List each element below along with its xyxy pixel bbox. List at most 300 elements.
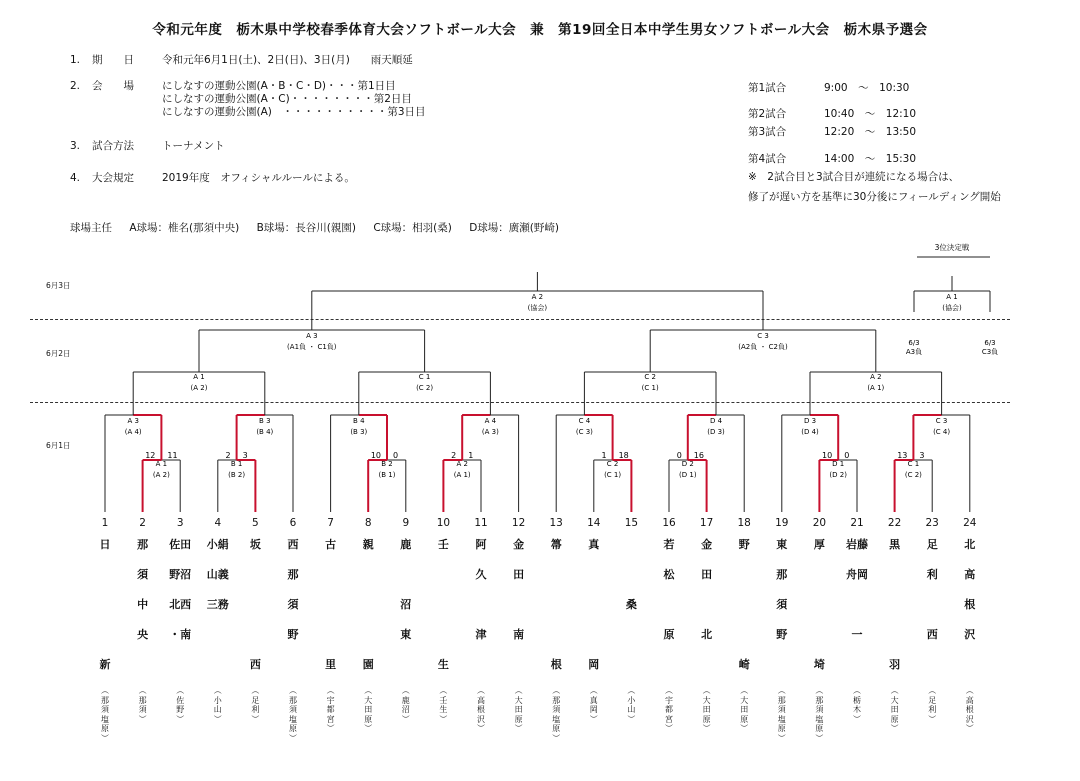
r1-match-2-sub: (B 2) xyxy=(228,471,246,479)
team-number: 17 xyxy=(699,517,714,529)
team-region-char: ︵ xyxy=(815,686,824,695)
qf-match-3-sub: (C 1) xyxy=(641,384,659,392)
team-region-char: 塩 xyxy=(552,714,561,724)
sf-match-2-sub: (A2負 ・ C2負) xyxy=(738,343,788,351)
team-name-char: 阿 xyxy=(475,538,487,551)
team-name-char xyxy=(574,620,614,650)
team-region-char: ︵ xyxy=(138,686,147,695)
r1-match-7-sub: (D 2) xyxy=(829,471,847,479)
team-name-char: 利 xyxy=(926,568,938,581)
team-region-char: 宇 xyxy=(665,695,673,705)
team-name-char xyxy=(837,590,877,620)
team-name-char: 南 xyxy=(513,628,525,641)
team-name-char xyxy=(198,620,238,650)
team-region-char: 沢 xyxy=(965,714,974,724)
team-name-char: 鹿 xyxy=(400,538,412,551)
team-region-char: 野 xyxy=(176,705,185,714)
team-name xyxy=(837,530,877,680)
team-region-char: 原 xyxy=(101,724,109,733)
team-name-char: 根 xyxy=(550,658,562,671)
team-name-char: 佐田 xyxy=(169,538,192,551)
team-number: 12 xyxy=(511,517,526,529)
team-name-char xyxy=(950,650,990,680)
r1-match-1-sub: (A 2) xyxy=(152,471,170,479)
day-label-2: 6月2日 xyxy=(46,349,71,358)
team-region-char: 宇 xyxy=(326,695,335,705)
sf-match-1-code: A 3 xyxy=(306,332,318,340)
team-name-char: 北 xyxy=(701,628,713,641)
team-region-char: ︵ xyxy=(665,686,673,695)
team-name-char: 沢 xyxy=(964,628,976,641)
team-name-char xyxy=(649,590,689,620)
team-region-char: ︵ xyxy=(740,686,749,695)
team-name xyxy=(799,530,839,680)
team-name-char: 古 xyxy=(325,538,337,551)
r2-match-4-code: A 4 xyxy=(484,417,497,425)
team-region-char: 沼 xyxy=(401,705,410,714)
team-name xyxy=(198,530,238,680)
team-name-char: 那 xyxy=(776,568,788,581)
team-name-char: 高 xyxy=(964,568,976,581)
team-region xyxy=(173,686,187,724)
r2-match-4-sub: (A 3) xyxy=(481,428,499,436)
info-venue: 2. 会 場 にしなすの運動公園(A・B・C・D)・・・第1日目 にしなすの運動公園(A・C)・・・・・・・・第2日目 にしなすの運動公園(A) ・・・・・・・・・・第3日目 xyxy=(70,80,426,118)
team-name-char: 小絹 xyxy=(206,538,229,551)
team-region-char: ︶ xyxy=(101,733,109,743)
team-name xyxy=(912,530,952,680)
team-region-char: 高 xyxy=(965,695,974,705)
team-name-char: 原 xyxy=(663,628,675,641)
third-right-team: C3負 xyxy=(981,348,999,356)
team-number: 3 xyxy=(176,517,184,529)
schedule-note-2: 修了が遅い方を基準に30分後にフィールディング開始 xyxy=(748,191,1001,203)
team-region-char: 那 xyxy=(138,695,147,705)
team-name-char xyxy=(311,590,351,620)
r2-match-8-code: C 3 xyxy=(935,417,948,425)
team-name-char xyxy=(875,560,915,590)
r1-score-left: 10 xyxy=(822,451,833,460)
team-name-char xyxy=(499,590,539,620)
team-number: 22 xyxy=(887,517,902,529)
team-region-char: 塩 xyxy=(289,714,297,724)
team-name-char: 生 xyxy=(437,658,449,671)
team-name-char xyxy=(611,530,651,560)
team-name-char: 根 xyxy=(964,598,976,611)
qf-match-1-code: A 1 xyxy=(193,373,205,381)
team-region-char: ︶ xyxy=(514,724,523,733)
team-region-char: ︵ xyxy=(101,686,109,695)
r2-match-2-sub: (B 4) xyxy=(256,428,274,436)
team-name xyxy=(649,530,689,680)
r1-score-right: 11 xyxy=(167,451,178,460)
team-region-char: ︵ xyxy=(552,686,561,695)
info-period: 1. 期 日 令和元年6月1日(土)、2日(日)、3日(月) 雨天順延 xyxy=(70,54,413,66)
team-region-char: 佐 xyxy=(176,695,185,705)
r1-match-6-sub: (D 1) xyxy=(679,471,697,479)
team-region-char: 都 xyxy=(326,705,335,714)
team-region-char: ︶ xyxy=(213,714,222,724)
team-region-char: ︵ xyxy=(627,686,636,695)
team-region-char: 足 xyxy=(251,695,260,705)
team-name-char: 東 xyxy=(776,538,788,551)
team-region-char: 須 xyxy=(777,705,786,714)
team-region-char: ︶ xyxy=(364,724,373,733)
team-name-char: 沼 xyxy=(400,598,412,611)
team-region-char: 小 xyxy=(627,695,636,705)
team-region-char: ︵ xyxy=(439,686,448,695)
team-name-char: 三務 xyxy=(206,598,229,611)
team-name xyxy=(536,530,576,680)
team-name xyxy=(499,530,539,680)
team-region xyxy=(963,686,977,734)
team-number: 16 xyxy=(662,517,676,529)
qf-match-2-code: C 1 xyxy=(418,373,431,381)
team-region-char: ︵ xyxy=(965,686,974,695)
team-name-char xyxy=(386,560,426,590)
r2-match-3-code: B 4 xyxy=(353,417,365,425)
final-match-code: A 2 xyxy=(531,293,544,301)
r2-match-5-sub: (C 3) xyxy=(575,428,593,436)
sf-match-1-sub: (A1負 ・ C1負) xyxy=(287,343,337,351)
team-name-char: 須 xyxy=(776,598,788,611)
team-name xyxy=(160,530,200,680)
team-region-char: ︵ xyxy=(289,686,297,695)
team-region-char: 高 xyxy=(477,695,485,705)
team-name-char xyxy=(536,590,576,620)
team-name-char xyxy=(348,560,388,590)
team-region-char: 塩 xyxy=(777,714,786,724)
team-name-char xyxy=(85,560,125,590)
team-name xyxy=(386,530,426,680)
team-name-char: 野 xyxy=(738,538,750,551)
team-region-char: 那 xyxy=(289,695,297,705)
team-region-char: 木 xyxy=(853,705,861,714)
r2-match-7-code: D 3 xyxy=(803,417,817,425)
team-region-char: 那 xyxy=(815,695,824,705)
team-name-char xyxy=(875,620,915,650)
team-name-char: 東 xyxy=(400,628,412,641)
team-name-char xyxy=(160,650,200,680)
team-name-char: 西 xyxy=(287,538,299,551)
r1-match-3-code: B 2 xyxy=(381,460,393,468)
qf-match-1-sub: (A 2) xyxy=(190,384,208,392)
team-name-char xyxy=(762,650,802,680)
team-name xyxy=(123,530,163,680)
team-name-char: 津 xyxy=(475,628,487,641)
team-name-char: ・南 xyxy=(169,628,192,641)
team-name-char xyxy=(235,590,275,620)
team-name-char: 舟岡 xyxy=(846,568,868,581)
team-region-char: ︶ xyxy=(965,724,974,733)
r1-match-7-code: D 1 xyxy=(832,460,845,468)
r1-match-4-sub: (A 1) xyxy=(453,471,471,479)
team-region-char: 沢 xyxy=(477,714,485,724)
team-name-char xyxy=(799,590,839,620)
day-label-3: 6月3日 xyxy=(46,281,71,290)
team-number: 15 xyxy=(624,517,639,529)
r1-score-right: 0 xyxy=(393,451,399,460)
team-number: 7 xyxy=(327,517,334,529)
team-region xyxy=(512,686,526,734)
team-name-char: 埼 xyxy=(813,658,825,671)
team-region xyxy=(587,686,601,724)
team-number: 8 xyxy=(364,517,372,529)
team-region xyxy=(436,686,450,724)
team-number: 24 xyxy=(963,517,977,529)
team-region-char: ︶ xyxy=(138,714,147,724)
team-region-char: 須 xyxy=(289,705,297,714)
team-name-char xyxy=(687,590,727,620)
team-region-char: 須 xyxy=(552,705,561,714)
team-region-char: 田 xyxy=(514,705,523,714)
team-region-char: 須 xyxy=(101,705,109,714)
team-region-char: 利 xyxy=(251,705,260,714)
team-region xyxy=(211,686,225,724)
team-name-char: 若 xyxy=(663,538,675,551)
team-name xyxy=(85,530,125,680)
team-name-char: 西 xyxy=(249,658,261,671)
team-number: 19 xyxy=(775,517,789,529)
r1-match-8-code: C 1 xyxy=(907,460,920,468)
team-region-char: ︵ xyxy=(777,686,786,695)
team-name xyxy=(875,530,915,680)
team-name-char: 松 xyxy=(663,568,675,581)
team-name-char xyxy=(423,590,463,620)
third-left-team: A3負 xyxy=(905,348,923,356)
r2-match-5-code: C 4 xyxy=(578,417,591,425)
team-region-char: 須 xyxy=(138,705,147,714)
team-region-char: 那 xyxy=(777,695,786,705)
team-name xyxy=(348,530,388,680)
r2-match-8-sub: (C 4) xyxy=(933,428,951,436)
team-region-char: ︵ xyxy=(213,686,222,695)
team-region xyxy=(888,686,902,734)
team-name-char: 桑 xyxy=(625,598,637,611)
team-region-char: ︶ xyxy=(853,714,861,724)
r1-score-right: 16 xyxy=(693,451,704,460)
team-name-char: 野 xyxy=(287,628,299,641)
team-name-char: 北西 xyxy=(169,598,192,611)
team-region-char: 須 xyxy=(815,705,824,714)
team-region-char: 塩 xyxy=(815,714,824,724)
third-match-code: A 1 xyxy=(946,293,958,301)
team-region-char: 山 xyxy=(627,705,636,714)
team-name-char: 崎 xyxy=(738,658,750,671)
team-region-char: ︵ xyxy=(251,686,260,695)
team-region xyxy=(549,686,563,743)
team-name-char: 一 xyxy=(851,628,863,641)
team-region-char: 壬 xyxy=(439,695,448,705)
qf-match-4-code: A 2 xyxy=(870,373,882,381)
schedule-note-1: ※ 2試合目と3試合目が連続になる場合は、 xyxy=(748,171,960,183)
team-region-char: 原 xyxy=(777,724,786,733)
day-label-1: 6月1日 xyxy=(46,441,71,450)
team-number: 14 xyxy=(587,517,601,529)
team-region-char: ︶ xyxy=(702,724,711,733)
team-number: 13 xyxy=(549,517,563,529)
team-region-char: 大 xyxy=(702,695,711,705)
team-number: 21 xyxy=(850,517,864,529)
r1-match-4-code: A 2 xyxy=(456,460,468,468)
team-region xyxy=(737,686,751,734)
team-region-char: 足 xyxy=(928,695,937,705)
team-name-char xyxy=(273,650,313,680)
team-name xyxy=(574,530,614,680)
r1-score-left: 10 xyxy=(370,451,381,460)
team-region-char: ︵ xyxy=(401,686,410,695)
team-region xyxy=(662,686,676,734)
team-region xyxy=(624,686,638,724)
team-name-char xyxy=(461,650,501,680)
team-region xyxy=(925,686,939,724)
qf-match-3-code: C 2 xyxy=(644,373,656,381)
team-region-char: 原 xyxy=(890,714,899,724)
team-region-char: 原 xyxy=(289,724,297,733)
team-name-char: 那 xyxy=(137,538,149,551)
r1-score-right: 3 xyxy=(242,451,248,460)
team-name-char xyxy=(348,590,388,620)
team-region-char: ︵ xyxy=(890,686,899,695)
team-region xyxy=(850,686,864,724)
schedule-row-2: 第2試合 10:40 ～ 12:10 xyxy=(748,108,917,120)
team-region xyxy=(361,686,375,734)
team-name-char: 央 xyxy=(137,628,149,641)
team-region xyxy=(812,686,826,743)
team-name-char: 真 xyxy=(588,538,600,551)
team-name-char xyxy=(536,620,576,650)
team-name-char xyxy=(386,650,426,680)
team-region-char: 真 xyxy=(589,695,598,705)
team-region-char: ︶ xyxy=(401,714,410,724)
third-place-title: 3位決定戦 xyxy=(934,243,970,252)
team-region-char: 那 xyxy=(552,695,561,705)
r2-match-1-sub: (A 4) xyxy=(124,428,142,436)
team-region xyxy=(399,686,413,724)
team-name-char: 須 xyxy=(287,598,299,611)
team-region-char: 那 xyxy=(101,695,109,705)
team-name-char xyxy=(724,560,764,590)
team-name-char: 金 xyxy=(513,538,525,551)
team-name-char xyxy=(837,650,877,680)
final-match-sub: (協会) xyxy=(527,304,548,312)
team-region-char: 田 xyxy=(890,705,899,714)
team-name xyxy=(611,530,651,680)
team-region-char: 小 xyxy=(213,695,222,705)
team-region-char: 原 xyxy=(552,724,561,733)
team-name-char: 中 xyxy=(137,598,149,611)
team-name-char xyxy=(611,560,651,590)
team-name-char xyxy=(85,620,125,650)
team-name xyxy=(235,530,275,680)
team-name xyxy=(461,530,501,680)
third-right-date: 6/3 xyxy=(984,339,996,347)
team-name-char: 那 xyxy=(287,568,299,581)
team-region-char: 原 xyxy=(702,714,711,724)
qf-match-4-sub: (A 1) xyxy=(867,384,885,392)
r1-match-3-sub: (B 1) xyxy=(378,471,396,479)
team-region-char: ︶ xyxy=(289,733,297,743)
team-number: 11 xyxy=(474,517,488,529)
team-region xyxy=(248,686,262,724)
team-name-char: 園 xyxy=(362,658,374,671)
team-region-char: ︵ xyxy=(477,686,485,695)
team-name-char xyxy=(912,590,952,620)
team-region-char: 根 xyxy=(965,705,974,714)
r1-score-left: 1 xyxy=(601,451,607,460)
team-region-char: ︶ xyxy=(552,733,561,743)
schedule-row-1: 第1試合 9:00 ～ 10:30 xyxy=(748,82,910,94)
team-region-char: ︶ xyxy=(815,733,824,743)
r1-match-2-code: B 1 xyxy=(230,460,243,468)
team-name-char xyxy=(348,620,388,650)
team-region-char: 都 xyxy=(665,705,673,714)
team-name-char xyxy=(198,650,238,680)
r1-match-5-sub: (C 1) xyxy=(604,471,622,479)
team-region-char: ︵ xyxy=(326,686,335,695)
r2-match-1-code: A 3 xyxy=(127,417,139,425)
team-name-char: 野沼 xyxy=(169,568,192,581)
team-name-char xyxy=(724,620,764,650)
team-name xyxy=(724,530,764,680)
team-name-char: 山義 xyxy=(206,568,229,581)
r1-match-6-code: D 2 xyxy=(681,460,694,468)
team-number: 18 xyxy=(737,517,751,529)
team-number: 6 xyxy=(289,517,297,529)
team-name-char xyxy=(311,620,351,650)
team-name-char xyxy=(461,590,501,620)
r1-match-8-sub: (C 2) xyxy=(904,471,922,479)
team-region-char: 原 xyxy=(740,714,749,724)
team-name-char xyxy=(235,560,275,590)
team-region-char: ︶ xyxy=(928,714,937,724)
team-name-char: 箒 xyxy=(550,538,562,551)
schedule-row-3: 第3試合 12:20 ～ 13:50 xyxy=(748,126,917,138)
qf-match-2-sub: (C 2) xyxy=(416,384,434,392)
r1-score-left: 13 xyxy=(897,451,908,460)
venue-heads: 球場主任 A球場：椎名(那須中央) B球場：長谷川(親園) C球場：相羽(桑) D球場：廣瀬(野崎) xyxy=(70,222,559,234)
r1-score-right: 18 xyxy=(618,451,629,460)
team-name-char xyxy=(235,620,275,650)
team-name-char: 岡 xyxy=(588,658,600,671)
team-number: 9 xyxy=(402,517,410,529)
team-name-char xyxy=(611,650,651,680)
team-region-char: ︶ xyxy=(251,714,260,724)
team-name-char xyxy=(574,590,614,620)
team-name-char xyxy=(499,650,539,680)
team-region-char: 大 xyxy=(890,695,899,705)
team-name-char: 岩藤 xyxy=(846,538,868,551)
team-region-char: 原 xyxy=(514,714,523,724)
team-region xyxy=(474,686,488,734)
team-region-char: ︶ xyxy=(777,733,786,743)
r2-match-2-code: B 3 xyxy=(259,417,271,425)
team-name-char: 久 xyxy=(475,568,487,581)
team-region-char: 山 xyxy=(213,705,222,714)
team-name-char: 田 xyxy=(701,568,713,581)
page-title: 令和元年度 栃木県中学校春季体育大会ソフトボール大会 兼 第19回全日本中学生男女ソフトボール大会 栃木県予選会 xyxy=(152,22,928,38)
team-name-char xyxy=(123,650,163,680)
team-name-char: 黒 xyxy=(889,538,901,551)
team-number: 2 xyxy=(139,517,146,529)
team-name-char: 里 xyxy=(325,658,337,671)
r1-score-right: 1 xyxy=(468,451,474,460)
team-region-char: 根 xyxy=(477,705,485,714)
team-region-char: 栃 xyxy=(853,695,861,705)
team-region-char: 大 xyxy=(740,695,749,705)
team-name-char xyxy=(687,650,727,680)
team-name-char xyxy=(799,560,839,590)
team-region-char: ︵ xyxy=(364,686,373,695)
